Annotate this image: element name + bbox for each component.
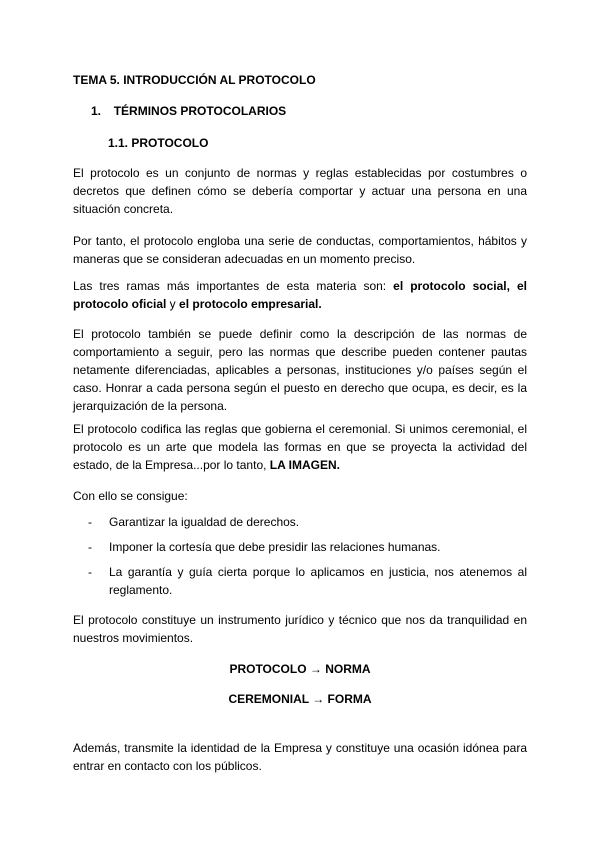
paragraph-2: Por tanto, el protocolo engloba una serie de conductas, comportamientos, hábitos y maneras que se consideran adecuadas en un momento preciso. bbox=[73, 234, 527, 266]
p3-bold-b: el protocolo empresarial. bbox=[179, 297, 322, 311]
paragraph-5 bbox=[73, 420, 527, 474]
heading-1-text: TÉRMINOS PROTOCOLARIOS bbox=[113, 104, 287, 118]
paragraph-7: El protocolo constituye un instrumento jurídico y técnico que nos da tranquilidad en nuestros movimientos. bbox=[73, 613, 527, 645]
paragraph-6: Con ello se consigue: bbox=[73, 489, 188, 503]
p3-bold-a: el protocolo social, el protocolo oficial bbox=[73, 279, 527, 311]
bullet-dash: - bbox=[88, 540, 92, 554]
p5-bold: LA IMAGEN. bbox=[269, 458, 340, 472]
heading-2: 1.1. PROTOCOLO bbox=[108, 136, 209, 150]
bullet-dash: - bbox=[88, 565, 92, 579]
list-item-text: Garantizar la igualdad de derechos. bbox=[109, 515, 300, 529]
list-item-text: La garantía y guía cierta porque lo aplicamos en justicia, nos atenemos al reglamento. bbox=[109, 565, 527, 597]
paragraph-1: El protocolo es un conjunto de normas y reglas establecidas por costumbres o decretos que definen cómo se debería comportar y actuar una persona en una situación concreta. bbox=[73, 166, 527, 216]
doc-title: TEMA 5. INTRODUCCIÓN AL PROTOCOLO bbox=[73, 73, 316, 87]
bullet-dash: - bbox=[88, 515, 92, 529]
p3-text-a: Las tres ramas más importantes de esta materia son: bbox=[73, 279, 394, 293]
equation-protocolo: PROTOCOLO → NORMA bbox=[229, 662, 371, 676]
paragraph-8: Además, transmite la identidad de la Empresa y constituye una ocasión idónea para entrar en contacto con los públicos. bbox=[73, 741, 527, 773]
p5-text: El protocolo codifica las reglas que gobierna el ceremonial. Si unimos ceremonial, el protocolo es un arte que modela las formas en que se proyecta la actividad del estado, de la Empresa...por lo tanto, bbox=[73, 422, 527, 472]
paragraph-3 bbox=[73, 277, 527, 313]
p3-text-c: y bbox=[166, 297, 180, 311]
heading-1 bbox=[91, 102, 545, 120]
list-item-text: Imponer la cortesía que debe presidir las relaciones humanas. bbox=[109, 540, 441, 554]
heading-1-number: 1. bbox=[91, 104, 102, 118]
paragraph-4: El protocolo también se puede definir como la descripción de las normas de comportamiento a seguir, pero las normas que describe pueden contener pautas netamente diferenciadas, aplicables a personas, instituciones y/o países según el caso. Honrar a cada persona según el puesto en derecho que ocupa, es decir, es la jerarquización de la persona. bbox=[73, 327, 527, 413]
equation-ceremonial: CEREMONIAL → FORMA bbox=[228, 692, 372, 706]
